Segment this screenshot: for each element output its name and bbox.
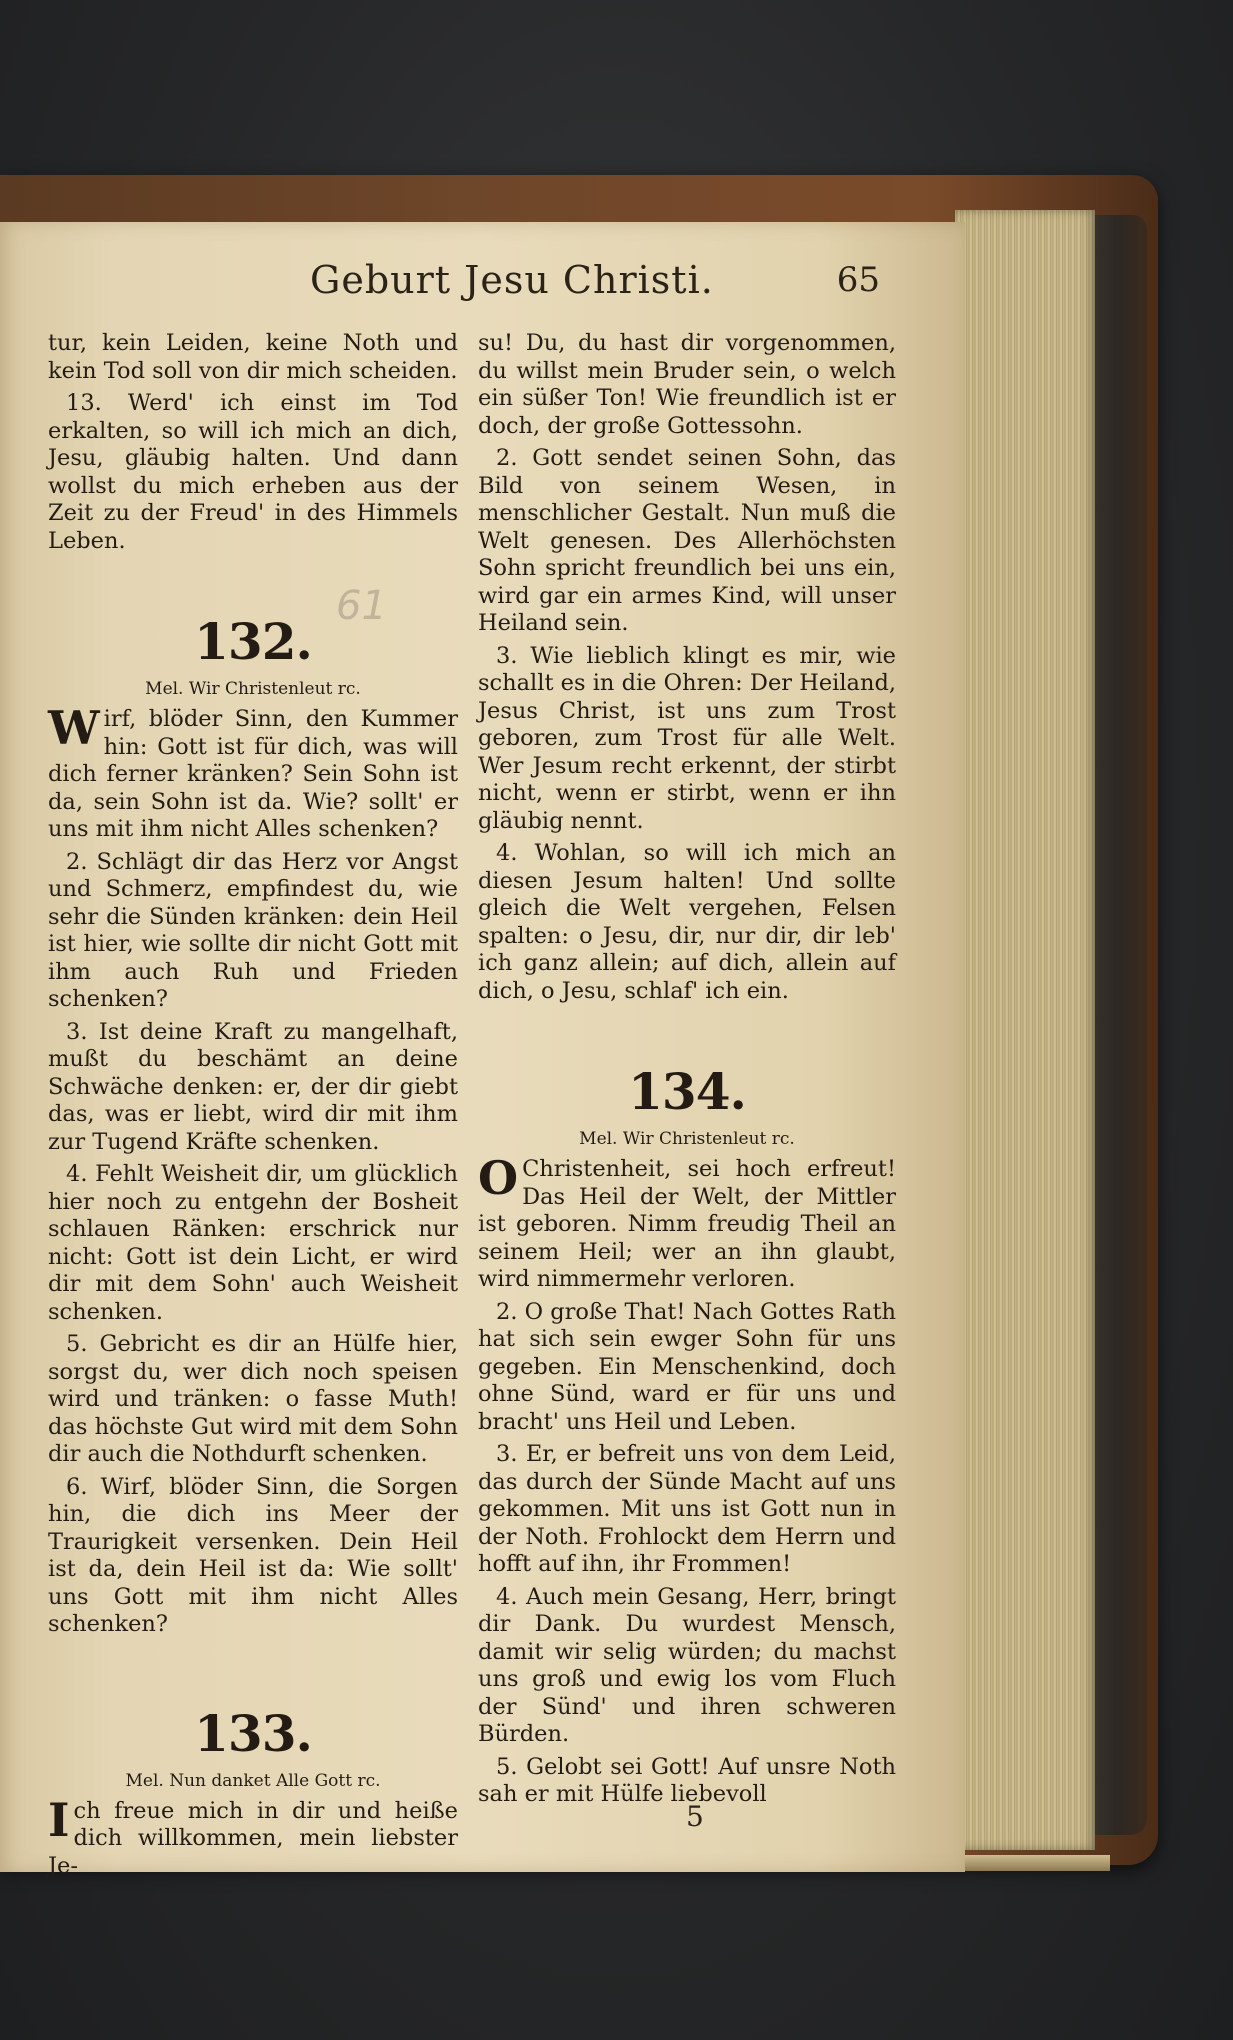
hymn-134-verse-5: 5. Gelobt sei Gott! Auf unsre Noth sah er mit Hülfe liebevoll	[478, 1753, 896, 1807]
drop-cap: O	[478, 1151, 519, 1205]
hymn-133-verse-1-cont: su! Du, du hast dir vorgenommen, du willst mein Bruder sein, o welch ein süßer Ton! Wie freundlich ist er doch, der große Gottessohn.	[478, 330, 896, 439]
hymn-134-verse-2: 2. O große That! Nach Gottes Rath hat sich sein ewger Sohn für uns gegeben. Ein Menschenkind, doch ohne Sünd, ward er für uns und bracht' uns Heil und Leben.	[478, 1298, 896, 1435]
right-column	[478, 330, 896, 1814]
signature-mark: 5	[686, 1800, 704, 1833]
hymn-132-verse-6: 6. Wirf, blöder Sinn, die Sorgen hin, die dich ins Meer der Traurigkeit versenken. Dein Heil ist da, dein Heil ist da: Wie sollt' uns Gott mit ihm nicht Alles schenken?	[48, 1473, 458, 1637]
left-column	[48, 330, 458, 1885]
hymn-132-verse-4: 4. Fehlt Weisheit dir, um glücklich hier noch zu entgehn der Bosheit schlauen Ränken: erschrick nur nicht: Gott ist dein Licht, er wird dir mit dem Sohn' auch Weisheit schenken.	[48, 1161, 458, 1325]
drop-cap: W	[48, 701, 100, 755]
hymn-133-verse-1: Ich freue mich in dir und heiße dich willkommen, mein liebster Je-	[48, 1792, 458, 1879]
hymn-133-verse-3: 3. Wie lieblich klingt es mir, wie schallt es in die Ohren: Der Heiland, Jesus Christ, ist uns zum Trost geboren, zum Trost für alle Welt. Wer Jesum recht erkennt, der stirbt nicht, wenn er stirbt, wenn er ihn gläubig nennt.	[478, 642, 896, 834]
pencil-annotation: 61	[336, 583, 387, 629]
hymn-number-132: 132.	[194, 612, 312, 671]
page-block-edges	[955, 210, 1095, 1850]
hymn-132-verse-1: Wirf, blöder Sinn, den Kummer hin: Gott ist für dich, was will dich ferner kränken? Sein Sohn ist da, sein Sohn ist da. Wie? sollt' er uns mit ihm nicht Alles schenken?	[48, 701, 458, 842]
verse-continuation: tur, kein Leiden, keine Noth und kein Tod soll von dir mich scheiden.	[48, 330, 458, 384]
page-number: 65	[836, 260, 880, 300]
hymn-134-verse-1: O Christenheit, sei hoch erfreut! Das Heil der Welt, der Mittler ist geboren. Nimm freudig Theil an seinem Heil; wer an ihn glaubt, wird nimmermehr verloren.	[478, 1151, 896, 1292]
header-title: Geburt Jesu Christi.	[310, 258, 714, 302]
hymn-number-133: 133.	[194, 1703, 312, 1763]
hymn-134-verse-4: 4. Auch mein Gesang, Herr, bringt dir Dank. Du wurdest Mensch, damit wir selig würden; du machst uns groß und ewig los vom Fluch der Sünd' und ihren schweren Bürden.	[478, 1583, 896, 1747]
running-header	[300, 258, 900, 314]
verse-13: 13. Werd' ich einst im Tod erkalten, so will ich mich an dich, Jesu, gläubig halten. Und dann wollst du mich erheben aus der Zeit zu der Freud' in des Himmels Leben.	[48, 390, 458, 554]
hymn-132-verse-3: 3. Ist deine Kraft zu mangelhaft, mußt du beschämt an deine Schwäche denken: er, der dir giebt das, was er liebt, wird dir mit ihm zur Tugend Kräfte schenken.	[48, 1018, 458, 1155]
hymn-133-melody: Mel. Nun danket Alle Gott rc.	[125, 1770, 381, 1791]
hymn-132-melody: Mel. Wir Christenleut rc.	[145, 679, 361, 699]
hymn-133-verse-4: 4. Wohlan, so will ich mich an diesen Jesum halten! Und sollte gleich die Welt vergehen, Felsen spalten: o Jesu, dir, nur dir, dir leb' ich ganz allein; auf dich, allein auf dich, o Jesu, schlaf' ich ein.	[478, 840, 896, 1004]
hymn-134-verse-3: 3. Er, er befreit uns von dem Leid, das durch der Sünde Macht auf uns gekommen. Mit uns ist Gott nun in der Noth. Frohlockt dem Herrn und hofft auf ihn, ihr Frommen!	[478, 1441, 896, 1577]
hymn-133-verse-2: 2. Gott sendet seinen Sohn, das Bild von seinem Wesen, in menschlicher Gestalt. Nun muß die Welt genesen. Des Allerhöchsten Sohn spricht freundlich bei uns ein, wird gar ein armes Kind, will unser Heiland sein.	[478, 445, 896, 636]
hymn-134-melody: Mel. Wir Christenleut rc.	[579, 1129, 795, 1149]
hymn-132-verse-2: 2. Schlägt dir das Herz vor Angst und Schmerz, empfindest du, wie sehr die Sünden kränken: dein Heil ist hier, wie sollte dir nicht Gott mit ihm auch Ruh und Frieden schenken?	[48, 848, 458, 1012]
hymn-number-134: 134.	[628, 1062, 746, 1121]
hymn-132-verse-5: 5. Gebricht es dir an Hülfe hier, sorgst du, wer dich noch speisen wird und tränken: o fasse Muth! das höchste Gut wird mit dem Sohn dir auch die Nothdurft schenken.	[48, 1331, 458, 1467]
drop-cap: I	[48, 1792, 70, 1847]
